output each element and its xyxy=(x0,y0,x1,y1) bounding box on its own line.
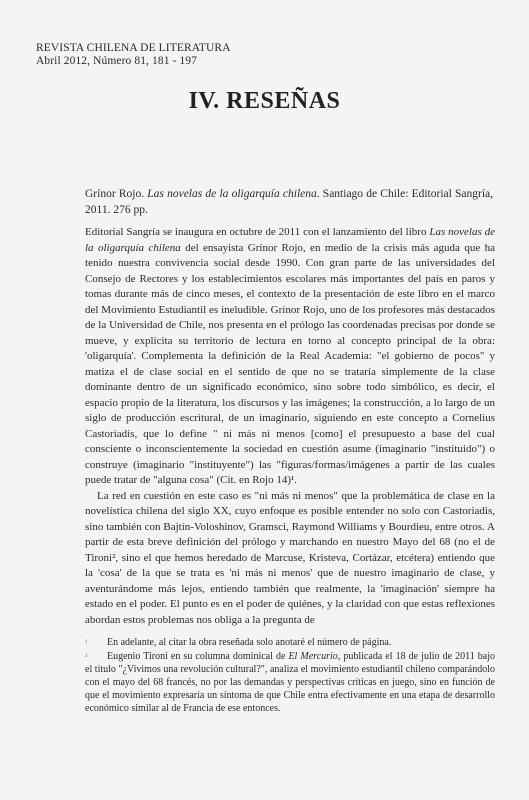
footnote-1-text: En adelante, al citar la obra reseñada solo anotaré el número de página. xyxy=(107,637,392,648)
footnote-1 xyxy=(85,636,495,649)
footnote-mark: ² xyxy=(85,652,88,661)
footnote-2-text-b: , publicada el 18 de julio de 2011 bajo el título "¿Vivimos una revolución cultural?", analiza el movimiento estudiantil chileno comparándolo con el mayo del 68 francés, no por las demandas y perspectivas críticas en juego, sino en función de que el movimiento expresaría un síntoma de que Chile entra efectivamente en una etapa de desarrollo económico similar al de Francia de ese entonces. xyxy=(85,651,495,714)
paragraph-1-text-a: Editorial Sangría se inaugura en octubre de 2011 con el lanzamiento del libro xyxy=(85,226,430,238)
footnote-2 xyxy=(85,650,495,715)
paragraph-1-text-b: del ensayista Grínor Rojo, en medio de la crisis más aguda que ha tenido nuestra convivencia social desde 1990. Con gran parte de las universidades del Consejo de Rectores y los establecimientos escolares más importantes del país en paros y tomas durante más de cinco meses, el contexto de la presentación de este libro en el marco del Movimiento Estudiantil es ineludible. Grínor Rojo, uno de los profesores más destacados de la Universidad de Chile, nos presenta en el prólogo las coordenadas precisas por donde se mueve, y explicita su territorio de lectura en torno al concepto principal de la obra: 'oligarquía'. Complementa la definición de la Real Academia: "el gobierno de pocos" y matiza el de clase social en el sentido de que no se trataría simplemente de la clase dominante dentro de un significado económico, sino sobre todo simbólico, es decir, el espacio propio de la literatura, los discursos y las imágenes; la construcción, a lo largo de un siglo de producción escritural, de un imaginario, siguiendo en este concepto a Cornelius Castoriadis, que lo define " ni más ni menos [como] el presupuesto a base del cual consciente o inconscientemente la sociedad en cuestión asume (imaginario "instituido") o construye (imaginario "instituyente") las "figuras/formas/imágenes a partir de las cuales puede tratar de "alguna cosa" (Cit. en Rojo 14)¹. xyxy=(85,241,495,486)
citation-publication: . Santiago de Chile: Editorial Sangría, 2011. 276 pp. xyxy=(85,188,494,216)
review-body xyxy=(85,225,495,628)
journal-issue: Abril 2012, Número 81, 181 - 197 xyxy=(36,55,197,67)
footnote-2-newspaper: El Mercurio xyxy=(288,651,338,662)
book-citation xyxy=(85,186,493,218)
journal-name: REVISTA CHILENA DE LITERATURA xyxy=(36,42,231,54)
paragraph-2: La red en cuestión en este caso es "ni más ni menos" que la problemática de clase en la novelística chilena del siglo XX, cuyo enfoque es posible entender no solo con Castoriadis, sino también con Bajtín-Voloshinov, Gramsci, Raymond Williams y Bourdieu, entre otros. A partir de esta breve definición del prólogo y marchando en nuestro Mayo del 68 (no el de Tironi², sino el que hemos heredado de Marcuse, Kristeva, Cortázar, etcétera) entiendo que la 'cosa' de la que se trata es 'ni más ni menos' que de nuestro imaginario de clase, y aventurándome más lejos, entiendo también que realmente, la 'imaginación' siempre ha estado en el poder. El punto es en el poder de quiénes, y la claridad con que estas reflexiones abordan estos problemas nos obliga a la pregunta de xyxy=(85,489,495,626)
citation-author: Grínor Rojo. xyxy=(85,188,145,200)
journal-header xyxy=(36,42,231,68)
paragraph-1 xyxy=(85,225,495,489)
footnote-2-text-a: Eugenio Tironi en su columna dominical de xyxy=(107,651,289,662)
section-title: IV. RESEÑAS xyxy=(188,88,341,114)
paragraph-1-book-title: Las novelas de la oligarquía chilena xyxy=(85,226,495,254)
citation-title: Las novelas de la oligarquía chilena xyxy=(147,188,317,200)
footnote-mark: ¹ xyxy=(85,638,88,647)
footnotes xyxy=(85,636,495,716)
